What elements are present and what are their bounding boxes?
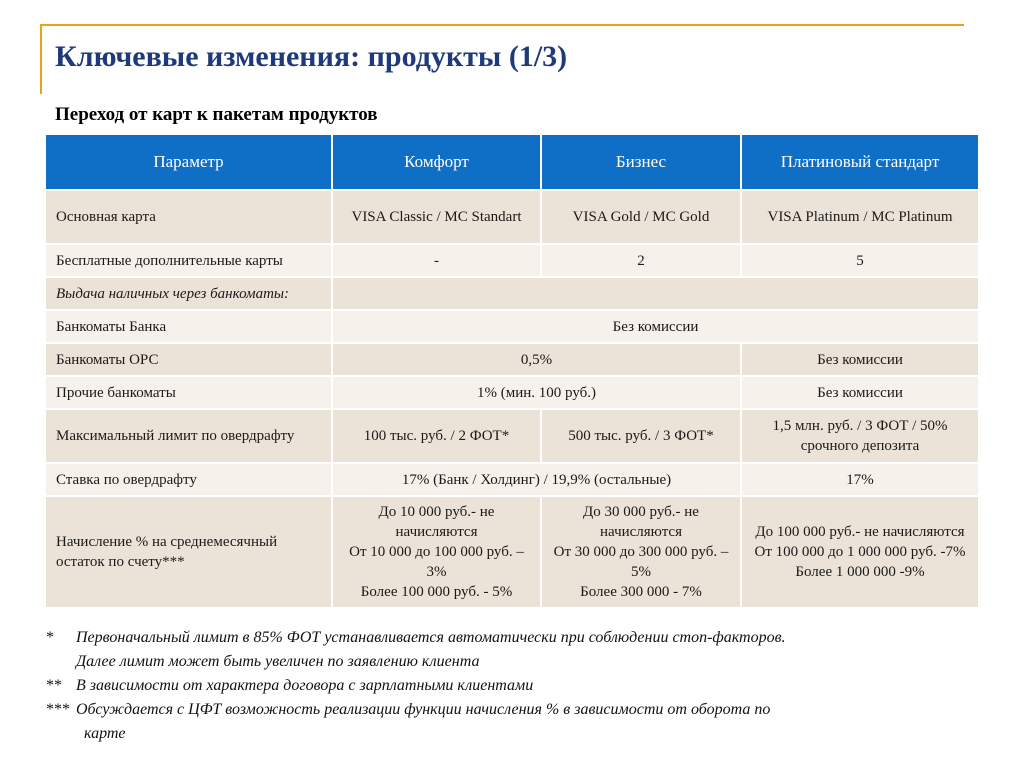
slide-subtitle: Переход от карт к пакетам продуктов xyxy=(55,104,378,125)
header-param: Параметр xyxy=(45,134,332,190)
table-row-cash-section xyxy=(45,277,979,310)
cell-comfort: 100 тыс. руб. / 2 ФОТ* xyxy=(332,409,541,463)
row-param: Прочие банкоматы xyxy=(45,376,332,409)
tier-line: От 10 000 до 100 000 руб. – 3% xyxy=(349,544,524,580)
footnote-3 xyxy=(46,698,986,722)
tier-line: До 10 000 руб.- не начисляются xyxy=(378,504,495,540)
cell-platinum: Без комиссии xyxy=(741,343,979,376)
cell-merged-comfort-business: 17% (Банк / Холдинг) / 19,9% (остальные) xyxy=(332,463,741,496)
cell-merged-all: Без комиссии xyxy=(332,310,979,343)
cell-comfort: VISA Classic / MC Standart xyxy=(332,190,541,244)
cell-platinum: 5 xyxy=(741,244,979,277)
table-row-ors-atms xyxy=(45,343,979,376)
footnote-mark: ** xyxy=(46,677,62,694)
cell-merged-comfort-business: 1% (мин. 100 руб.) xyxy=(332,376,741,409)
footnote-mark: * xyxy=(46,629,54,646)
cell-business xyxy=(541,496,741,608)
table-row-overdraft-rate xyxy=(45,463,979,496)
table-row-other-atms xyxy=(45,376,979,409)
cell-platinum: 1,5 млн. руб. / 3 ФОТ / 50% срочного депозита xyxy=(741,409,979,463)
tier-line: Более 1 000 000 -9% xyxy=(795,564,925,580)
table-row-bank-atms xyxy=(45,310,979,343)
slide-title: Ключевые изменения: продукты (1/3) xyxy=(55,40,568,73)
tier-line: Более 100 000 руб. - 5% xyxy=(360,584,513,600)
row-param: Бесплатные дополнительные карты xyxy=(45,244,332,277)
header-platinum: Платиновый стандарт xyxy=(741,134,979,190)
footnote-2 xyxy=(46,674,986,698)
footnote-text: Обсуждается с ЦФТ возможность реализации функции начисления % в зависимости от оборота по xyxy=(76,701,771,718)
cell-business: VISA Gold / MC Gold xyxy=(541,190,741,244)
cell-comfort xyxy=(332,496,541,608)
row-param: Основная карта xyxy=(45,190,332,244)
cell-merged-comfort-business: 0,5% xyxy=(332,343,741,376)
table-row-main-card xyxy=(45,190,979,244)
header-comfort: Комфорт xyxy=(332,134,541,190)
table-row-overdraft-limit xyxy=(45,409,979,463)
footnote-1 xyxy=(46,626,986,650)
footnote-1-continued: Далее лимит может быть увеличен по заявлению клиента xyxy=(76,653,480,670)
cell-platinum: Без комиссии xyxy=(741,376,979,409)
row-param: Выдача наличных через банкоматы: xyxy=(45,277,332,310)
cell-business: 2 xyxy=(541,244,741,277)
row-param: Банкоматы ОРС xyxy=(45,343,332,376)
products-table xyxy=(44,133,980,609)
tier-line: Более 300 000 - 7% xyxy=(580,584,702,600)
footnote-text: Первоначальный лимит в 85% ФОТ устанавливается автоматически при соблюдении стоп-факторов. xyxy=(76,629,786,646)
row-param: Банкоматы Банка xyxy=(45,310,332,343)
footnotes xyxy=(46,626,986,746)
tier-line: До 100 000 руб.- не начисляются xyxy=(755,524,965,540)
tier-line: От 100 000 до 1 000 000 руб. -7% xyxy=(754,544,966,560)
cell-platinum: 17% xyxy=(741,463,979,496)
title-accent-bar xyxy=(40,24,42,94)
footnote-3-continued: карте xyxy=(84,725,126,742)
table-row-extra-cards xyxy=(45,244,979,277)
row-param: Начисление % на среднемесячный остаток по счету*** xyxy=(45,496,332,608)
tier-line: От 30 000 до 300 000 руб. – 5% xyxy=(553,544,729,580)
row-param: Ставка по овердрафту xyxy=(45,463,332,496)
title-accent-line xyxy=(40,24,964,26)
cell-empty xyxy=(332,277,979,310)
footnote-mark: *** xyxy=(46,701,70,718)
header-business: Бизнес xyxy=(541,134,741,190)
tier-line: До 30 000 руб.- не начисляются xyxy=(583,504,699,540)
cell-platinum xyxy=(741,496,979,608)
row-param: Максимальный лимит по овердрафту xyxy=(45,409,332,463)
table-row-interest xyxy=(45,496,979,608)
cell-business: 500 тыс. руб. / 3 ФОТ* xyxy=(541,409,741,463)
cell-comfort: - xyxy=(332,244,541,277)
cell-platinum: VISA Platinum / MC Platinum xyxy=(741,190,979,244)
table-header-row xyxy=(45,134,979,190)
footnote-text: В зависимости от характера договора с зарплатными клиентами xyxy=(76,677,534,694)
